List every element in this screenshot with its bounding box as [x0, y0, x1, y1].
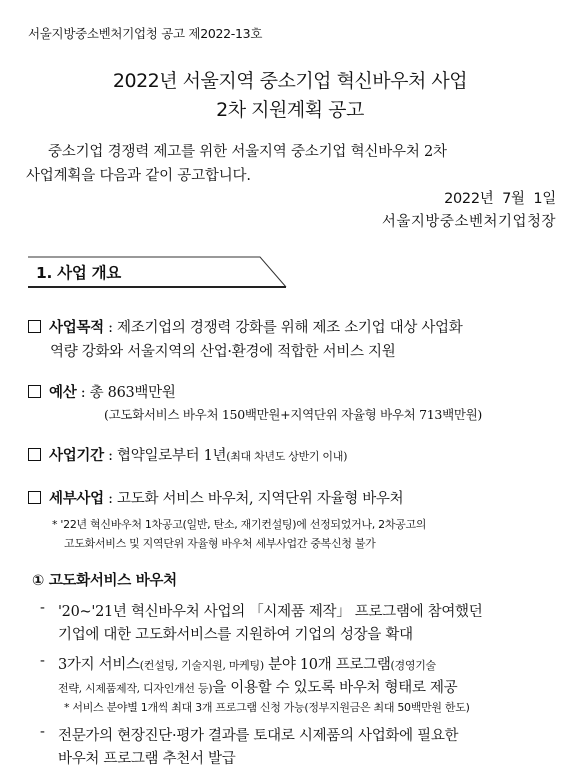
bullet3-line2: 바우처 프로그램 추천서 발급	[58, 751, 236, 767]
bullet-dash: -	[40, 600, 45, 616]
detail-programs-separator: :	[103, 491, 118, 507]
intro-line2: 사업계획을 다음과 같이 공고합니다.	[26, 168, 251, 184]
item-budget	[28, 381, 176, 402]
item-detail-programs	[28, 487, 403, 508]
section-title: 1. 사업 개요	[36, 264, 121, 282]
period-separator: :	[103, 448, 118, 464]
notice-number: 서울지방중소벤처기업청 공고 제2022-13호	[28, 26, 263, 41]
bullet-dash: -	[40, 724, 45, 740]
bullet1-line2: 기업에 대한 고도화서비스를 지원하여 기업의 성장을 확대	[58, 627, 413, 643]
bullet3-line1: 전문가의 현장진단·평가 결과를 토대로 시제품의 사업화에 필요한	[58, 728, 459, 744]
period-label: 사업기간	[49, 448, 104, 464]
bullet2-services: 3가지 서비스	[58, 657, 140, 673]
bullet2-provision: 을 이용할 수 있도록 바우처 형태로 제공	[212, 680, 458, 696]
detail-programs-note-line1: * '22년 혁신바우처 1차공고(일반, 탄소, 재기컨설팅)에 선정되었거나, 2차공고의	[52, 518, 427, 531]
item-period	[28, 444, 347, 465]
purpose-line1: 제조기업의 경쟁력 강화를 위해 제조 소기업 대상 사업화	[117, 320, 463, 336]
purpose-line2: 역량 강화와 서울지역의 산업·환경에 적합한 서비스 지원	[50, 344, 396, 360]
budget-text: 총 863백만원	[89, 385, 176, 401]
bullet1-line1: '20~'21년 혁신바우처 사업의 「시제품 제작」 프로그램에 참여했던	[58, 604, 483, 620]
bullet2-note: * 서비스 분야별 1개씩 최대 3개 프로그램 신청 가능(정부지원금은 최대 50백만원 한도)	[64, 701, 470, 714]
bullet2-line1	[58, 653, 436, 674]
bullet2-programs-detail-open: (경영기술	[390, 659, 436, 672]
intro-paragraph	[26, 140, 558, 188]
detail-programs-label: 세부사업	[49, 491, 104, 507]
item-purpose	[28, 316, 462, 337]
purpose-separator: :	[103, 320, 118, 336]
section-header	[28, 256, 288, 288]
issuer-name: 서울지방중소벤처기업청장	[381, 214, 556, 230]
bullet2-line2	[58, 676, 457, 697]
bullet2-services-detail: (컨설팅, 기술지원, 마케팅)	[139, 659, 264, 672]
checkbox-square-icon	[28, 385, 41, 398]
bullet-dash: -	[40, 653, 45, 669]
bullet2-programs-detail-close: 전략, 시제품제작, 디자인개선 등)	[58, 682, 213, 695]
subsection-title: ① 고도화서비스 바우처	[32, 573, 177, 589]
budget-separator: :	[76, 385, 90, 401]
detail-programs-text: 고도화 서비스 바우처, 지역단위 자율형 바우처	[117, 491, 404, 507]
budget-detail: (고도화서비스 바우처 150백만원+지역단위 자율형 바우처 713백만원)	[104, 407, 482, 422]
bullet2-programs: 분야 10개 프로그램	[263, 657, 391, 673]
checkbox-square-icon	[28, 491, 41, 504]
purpose-label: 사업목적	[49, 320, 104, 336]
document-title-line2: 2차 지원계획 공고	[216, 99, 364, 121]
checkbox-square-icon	[28, 448, 41, 461]
checkbox-square-icon	[28, 320, 41, 333]
budget-label: 예산	[49, 385, 77, 401]
period-text: 협약일로부터 1년	[117, 448, 227, 464]
detail-programs-note-line2: 고도화서비스 및 지역단위 자율형 바우처 세부사업간 중복신청 불가	[64, 537, 376, 550]
period-note: (최대 차년도 상반기 이내)	[226, 450, 348, 463]
intro-line1: 중소기업 경쟁력 제고를 위한 서울지역 중소기업 혁신바우처 2차	[48, 144, 447, 160]
document-title-line1: 2022년 서울지역 중소기업 혁신바우처 사업	[112, 70, 468, 92]
notice-date: 2022년 7월 1일	[444, 191, 556, 207]
